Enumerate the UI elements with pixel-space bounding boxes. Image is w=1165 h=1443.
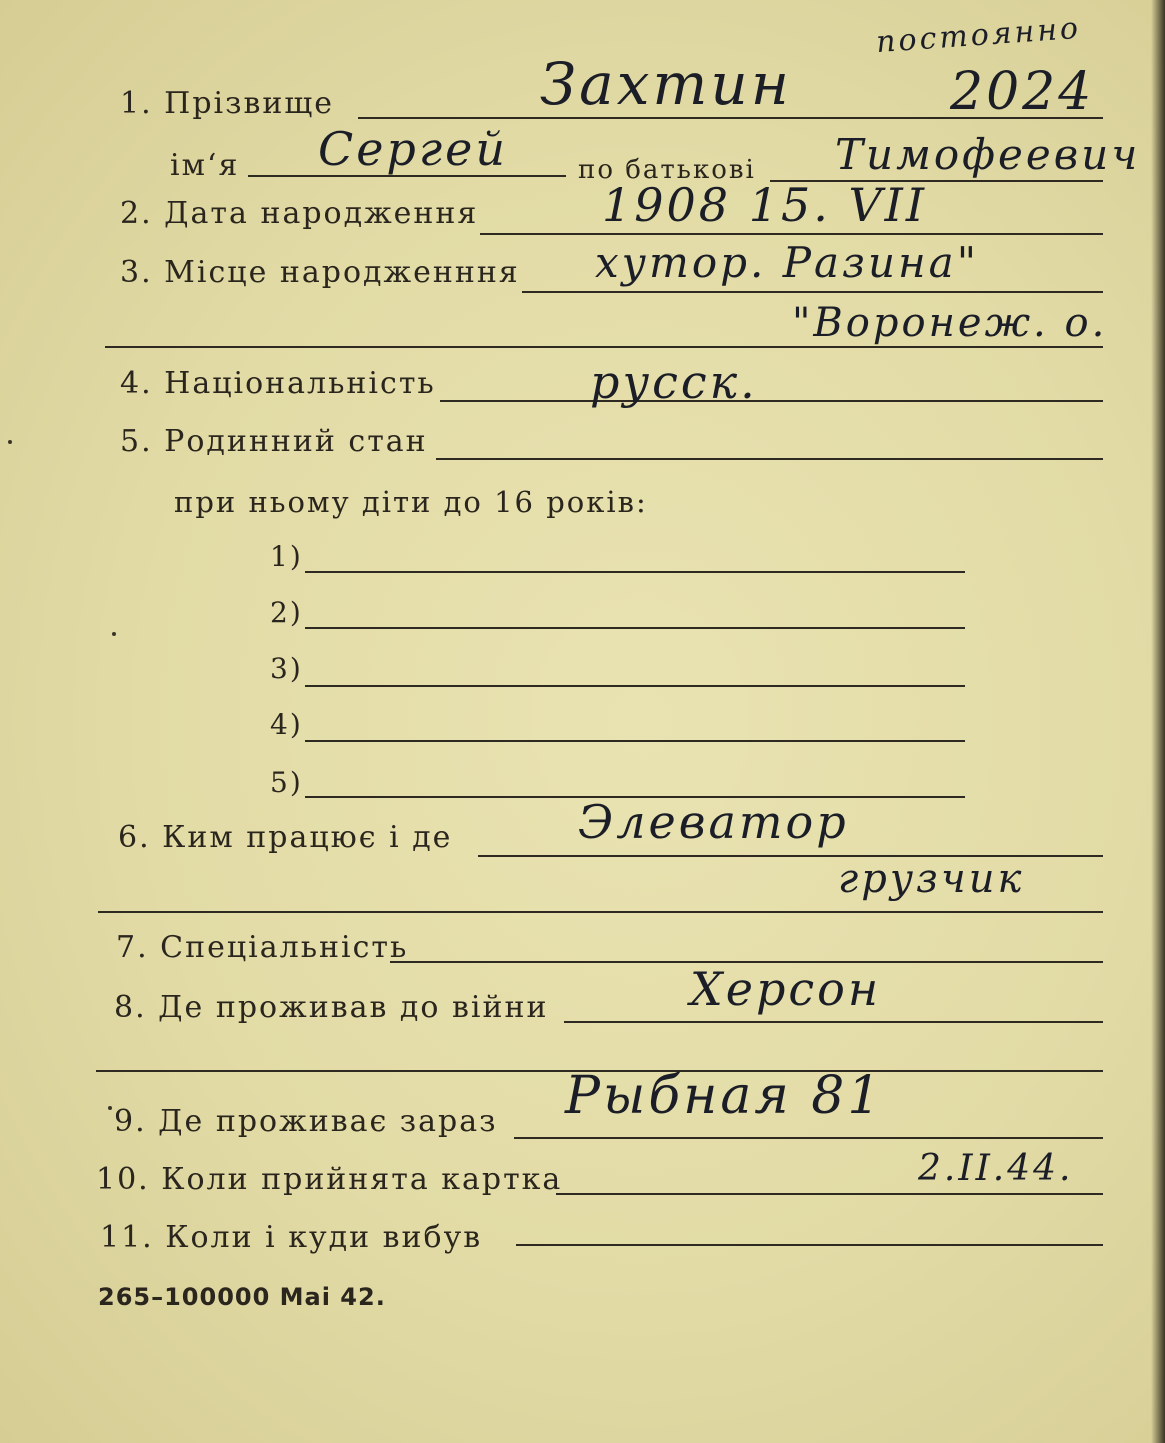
child-2-line <box>305 627 965 629</box>
handwritten-birthplace-1: хутор. Разина" <box>595 238 980 287</box>
handwritten-prewar-residence: Херсон <box>690 962 882 1016</box>
birthplace-line <box>522 291 1103 293</box>
paper-speck <box>112 632 116 636</box>
print-imprint: 265–100000 Mai 42. <box>98 1283 386 1311</box>
field-family-status-label: 5. Родинний стан <box>120 424 428 459</box>
field-departure-label: 11. Коли і куди вибув <box>100 1220 483 1255</box>
handwritten-birthplace-2: "Воронеж. о. <box>792 300 1108 346</box>
child-1-label: 1) <box>270 540 303 573</box>
field-name-label: ім‘я <box>170 148 240 183</box>
field-birth-date-label: 2. Дата народження <box>120 196 479 231</box>
handwritten-work-role: грузчик <box>838 856 1025 902</box>
handwritten-card-date: 2.II.44. <box>918 1148 1074 1189</box>
nationality-line <box>440 400 1103 402</box>
handwritten-nationality: русск. <box>590 355 758 409</box>
child-4-label: 4) <box>270 708 303 741</box>
field-current-residence-label: 9. Де проживає зараз <box>114 1104 498 1139</box>
handwritten-note-top: постоянно <box>875 10 1083 61</box>
field-speciality-label: 7. Спеціальність <box>116 930 409 965</box>
children-label: при ньому діти до 16 років: <box>174 485 648 519</box>
handwritten-birth-date: 1908 15. VII <box>602 178 928 232</box>
handwritten-number: 2024 <box>950 62 1095 122</box>
field-card-date-label: 10. Коли прийнята картка <box>96 1162 563 1197</box>
work-line-2 <box>98 911 1103 913</box>
child-2-label: 2) <box>270 596 303 629</box>
departure-line <box>516 1244 1103 1246</box>
child-3-label: 3) <box>270 652 303 685</box>
field-nationality-label: 4. Національність <box>120 366 436 401</box>
field-birthplace-label: 3. Місце народженння <box>120 255 520 290</box>
field-work-label: 6. Ким працює і де <box>118 820 453 855</box>
card-date-line <box>556 1193 1103 1195</box>
child-1-line <box>305 571 965 573</box>
birth-date-line <box>480 233 1103 235</box>
paper-speck <box>8 440 12 444</box>
prewar-residence-line <box>564 1021 1103 1023</box>
handwritten-work-place: Элеватор <box>578 795 849 849</box>
paper-speck <box>108 1106 112 1110</box>
birthplace-line-2 <box>105 346 1103 348</box>
child-5-label: 5) <box>270 766 303 799</box>
field-patronymic-label: по батькові <box>578 155 756 185</box>
child-3-line <box>305 685 965 687</box>
handwritten-first-name: Сергей <box>318 122 508 176</box>
handwritten-current-residence: Рыбная 81 <box>565 1066 884 1126</box>
current-residence-line <box>514 1137 1103 1139</box>
child-4-line <box>305 740 965 742</box>
family-status-line <box>436 458 1103 460</box>
field-surname-label: 1. Прізвище <box>120 86 335 121</box>
handwritten-surname: Захтин <box>540 50 792 118</box>
field-prewar-residence-label: 8. Де проживав до війни <box>114 990 549 1025</box>
handwritten-patronymic: Тимофеевич <box>835 130 1141 179</box>
